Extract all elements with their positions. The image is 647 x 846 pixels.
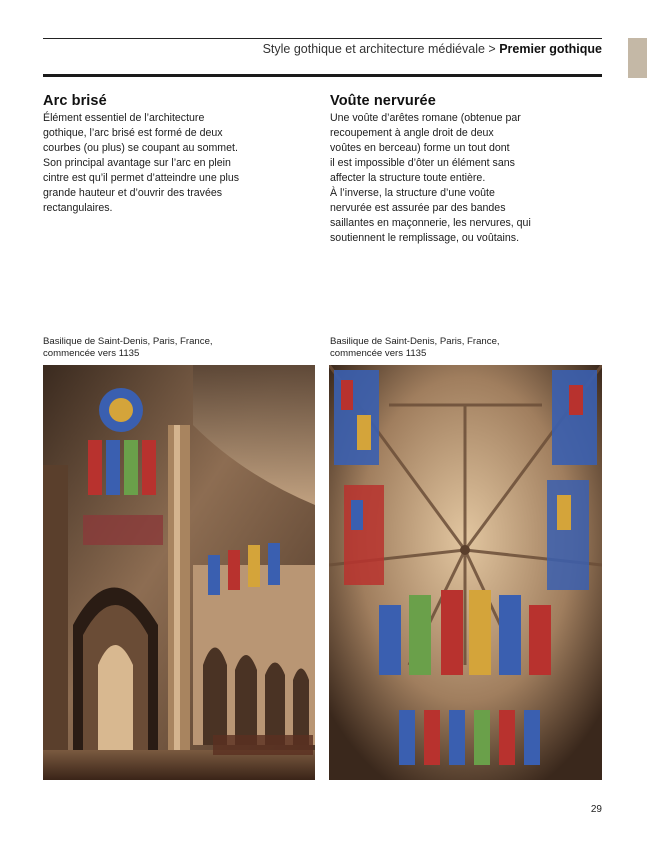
column-body-text: Élément essentiel de l’architecture gothique, l’arc brisé est formé de deux courbes (ou plus) se coupant au sommet. Son principal avantage sur l’arc en plein cintre est qu’il permet d’atteindre une plus grande hauteur et d’ouvrir des travées rectangulaires. — [43, 112, 240, 214]
nave-illustration — [43, 365, 315, 780]
header-bottom-rule — [43, 74, 602, 77]
breadcrumb-separator: > — [484, 42, 500, 56]
column-title: Voûte nervurée — [330, 93, 436, 109]
column-voute-nervuree — [330, 93, 602, 246]
photo-nave-pointed-arches — [43, 365, 315, 780]
ribbed-vault-illustration — [329, 365, 602, 780]
photo-caption-left: Basilique de Saint-Denis, Paris, France, commencée vers 1135 — [43, 336, 213, 359]
breadcrumb-current: Premier gothique — [499, 42, 602, 56]
photo-ribbed-vault — [329, 365, 602, 780]
chapter-tab — [628, 38, 647, 78]
column-title: Arc brisé — [43, 93, 107, 109]
photo-caption-right: Basilique de Saint-Denis, Paris, France, commencée vers 1135 — [330, 336, 500, 359]
column-body-text: Une voûte d’arêtes romane (obtenue par recoupement à angle droit de deux voûtes en berceau) forme un tout dont il est impossible d’ôter un élément sans affecter la structure toute entière. À l’inverse, la structure d’une voûte nervurée est assurée par des bandes saillantes en maçonnerie, les nervures, qui soutiennent le remplissage, ou voûtains. — [330, 112, 531, 244]
breadcrumb-section[interactable]: Style gothique et architecture médiévale — [262, 42, 485, 56]
page-number: 29 — [590, 804, 602, 815]
header-top-rule — [43, 38, 602, 39]
breadcrumb — [263, 42, 602, 56]
column-arc-brise — [43, 93, 293, 216]
